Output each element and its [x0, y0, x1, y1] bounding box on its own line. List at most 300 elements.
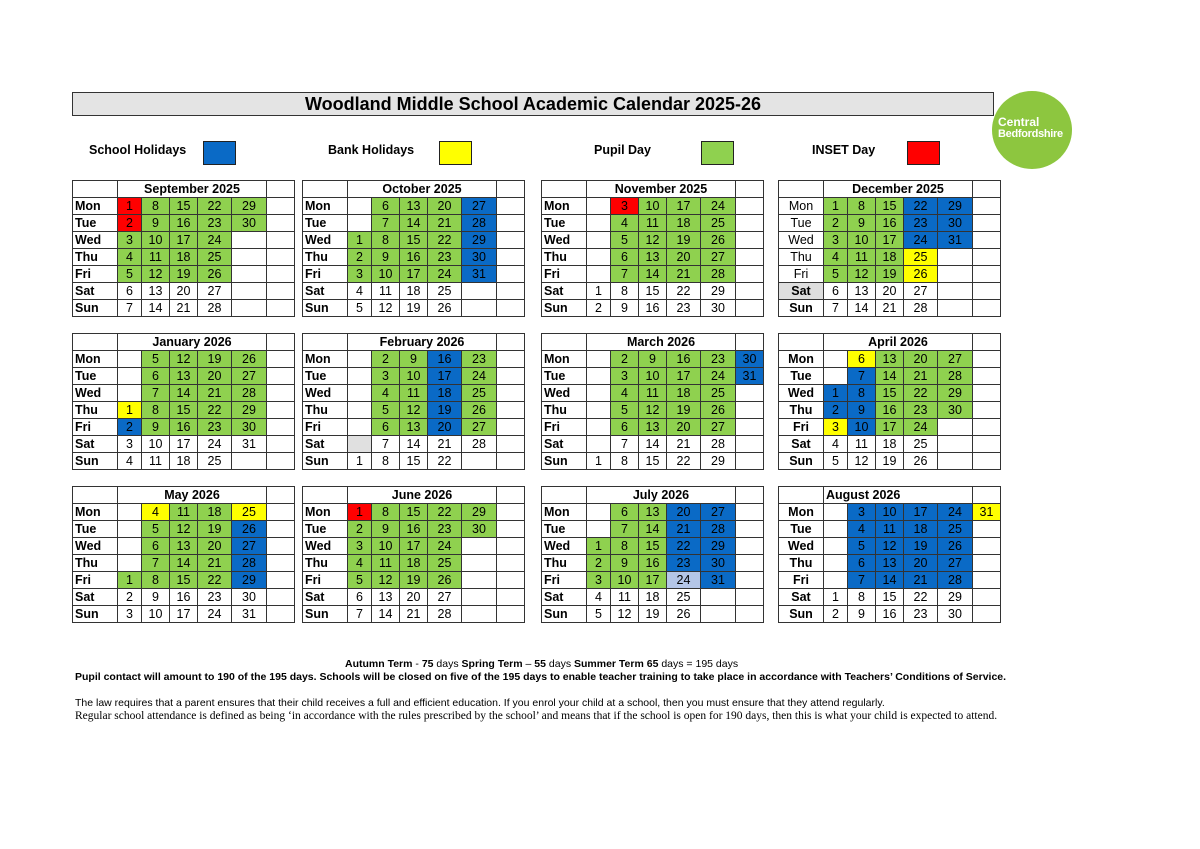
date-cell: 23	[904, 215, 938, 232]
date-cell: 28	[462, 436, 497, 453]
date-cell: 22	[428, 453, 462, 470]
date-cell: 4	[118, 453, 142, 470]
week-row	[779, 521, 1001, 538]
weekday-label: Wed	[779, 385, 824, 402]
date-cell: 19	[198, 351, 232, 368]
week-row	[542, 538, 764, 555]
week-row	[542, 453, 764, 470]
month-name: May 2026	[118, 487, 267, 504]
date-cell: 11	[142, 453, 170, 470]
date-cell: 22	[904, 198, 938, 215]
empty-cell	[938, 436, 973, 453]
date-cell: 19	[876, 266, 904, 283]
date-cell: 23	[904, 606, 938, 623]
weekday-label: Thu	[779, 249, 824, 266]
empty-cell	[973, 232, 1001, 249]
date-cell: 18	[667, 215, 701, 232]
date-cell: 5	[611, 232, 639, 249]
date-cell: 10	[639, 368, 667, 385]
date-cell: 8	[848, 589, 876, 606]
empty-cell	[118, 521, 142, 538]
date-cell: 6	[824, 283, 848, 300]
week-row	[303, 521, 525, 538]
weekday-label: Sun	[303, 453, 348, 470]
empty-cell	[497, 351, 525, 368]
empty-cell	[938, 249, 973, 266]
date-cell: 17	[876, 419, 904, 436]
empty-cell	[587, 419, 611, 436]
week-row	[303, 572, 525, 589]
date-cell: 10	[611, 572, 639, 589]
date-cell: 19	[667, 402, 701, 419]
empty-cell	[938, 283, 973, 300]
date-cell: 14	[639, 436, 667, 453]
date-cell: 14	[400, 436, 428, 453]
date-cell: 5	[142, 521, 170, 538]
weekday-label: Sun	[303, 606, 348, 623]
weekday-label: Fri	[542, 266, 587, 283]
date-cell: 7	[372, 215, 400, 232]
week-row	[303, 385, 525, 402]
date-cell: 29	[232, 572, 267, 589]
date-cell: 12	[170, 351, 198, 368]
month-name: December 2025	[824, 181, 973, 198]
week-row	[303, 249, 525, 266]
empty-cell	[938, 453, 973, 470]
week-row	[73, 266, 295, 283]
date-cell: 7	[611, 521, 639, 538]
empty-cell	[118, 538, 142, 555]
weekday-label: Wed	[542, 385, 587, 402]
weekday-label: Fri	[73, 419, 118, 436]
weekday-label: Mon	[303, 351, 348, 368]
empty-cell	[736, 300, 764, 317]
week-row	[779, 283, 1001, 300]
date-cell: 18	[667, 385, 701, 402]
empty-cell	[973, 198, 1001, 215]
date-cell: 27	[198, 283, 232, 300]
weekday-label: Mon	[73, 198, 118, 215]
date-cell: 3	[118, 232, 142, 249]
date-cell: 20	[667, 419, 701, 436]
empty-cell	[497, 606, 525, 623]
date-cell: 13	[400, 198, 428, 215]
date-cell: 1	[587, 453, 611, 470]
week-row	[542, 300, 764, 317]
empty-cell	[973, 419, 1001, 436]
empty-cell	[973, 402, 1001, 419]
week-row	[73, 538, 295, 555]
weekday-label: Fri	[303, 266, 348, 283]
week-row	[779, 266, 1001, 283]
empty-cell	[973, 521, 1001, 538]
date-cell: 16	[876, 215, 904, 232]
date-cell: 15	[170, 198, 198, 215]
empty-cell	[497, 572, 525, 589]
empty-cell	[267, 283, 295, 300]
date-cell: 3	[824, 232, 848, 249]
date-cell: 4	[348, 555, 372, 572]
term-days-1: days	[433, 658, 462, 670]
empty-cell	[497, 368, 525, 385]
empty-cell	[587, 266, 611, 283]
week-row	[303, 283, 525, 300]
date-cell: 25	[701, 215, 736, 232]
date-cell: 8	[142, 402, 170, 419]
date-cell: 11	[142, 249, 170, 266]
date-cell: 15	[876, 198, 904, 215]
date-cell: 19	[667, 232, 701, 249]
date-cell: 27	[462, 198, 497, 215]
date-cell: 18	[428, 385, 462, 402]
date-cell: 30	[701, 300, 736, 317]
date-cell: 30	[736, 351, 764, 368]
week-row	[73, 283, 295, 300]
date-cell: 6	[348, 589, 372, 606]
date-cell: 11	[372, 283, 400, 300]
empty-cell	[118, 385, 142, 402]
week-row	[779, 572, 1001, 589]
empty-cell	[938, 300, 973, 317]
month-header-blank	[73, 334, 118, 351]
empty-cell	[736, 198, 764, 215]
logo-line-2: Bedfordshire	[998, 128, 1063, 140]
week-row	[779, 606, 1001, 623]
date-cell: 26	[938, 538, 973, 555]
date-cell: 4	[142, 504, 170, 521]
date-cell: 30	[462, 521, 497, 538]
date-cell: 24	[701, 368, 736, 385]
date-cell: 18	[198, 504, 232, 521]
date-cell: 9	[372, 521, 400, 538]
date-cell: 24	[701, 198, 736, 215]
date-cell: 1	[348, 504, 372, 521]
date-cell: 7	[824, 300, 848, 317]
empty-cell	[587, 198, 611, 215]
term-sep-2: –	[522, 658, 535, 670]
weekday-label: Fri	[779, 572, 824, 589]
weekday-label: Sat	[303, 436, 348, 453]
legend-pupil-day-swatch	[701, 141, 734, 165]
date-cell: 30	[938, 402, 973, 419]
week-row	[779, 436, 1001, 453]
weekday-label: Sun	[73, 300, 118, 317]
empty-cell	[462, 589, 497, 606]
empty-cell	[497, 283, 525, 300]
week-row	[779, 402, 1001, 419]
date-cell: 15	[170, 402, 198, 419]
empty-cell	[232, 232, 267, 249]
term-autumn-label: Autumn Term	[345, 658, 413, 670]
date-cell: 2	[587, 300, 611, 317]
date-cell: 16	[400, 249, 428, 266]
date-cell: 22	[667, 538, 701, 555]
empty-cell	[497, 249, 525, 266]
date-cell: 26	[232, 521, 267, 538]
date-cell: 16	[170, 589, 198, 606]
date-cell: 22	[904, 385, 938, 402]
date-cell: 11	[170, 504, 198, 521]
week-row	[542, 419, 764, 436]
law-note: The law requires that a parent ensures that their child receives a full and efficient education. If you enrol your child at a school, then you must ensure that they attend regularly.	[75, 697, 885, 709]
date-cell: 10	[400, 368, 428, 385]
month-name: August 2026	[824, 487, 973, 504]
week-row	[73, 521, 295, 538]
date-cell: 4	[824, 436, 848, 453]
week-row	[303, 589, 525, 606]
empty-cell	[938, 419, 973, 436]
date-cell: 22	[428, 232, 462, 249]
empty-cell	[462, 453, 497, 470]
date-cell: 9	[639, 351, 667, 368]
date-cell: 8	[372, 232, 400, 249]
empty-cell	[587, 215, 611, 232]
empty-cell	[701, 589, 736, 606]
weekday-label: Thu	[779, 402, 824, 419]
weekday-label: Wed	[303, 538, 348, 555]
date-cell: 26	[701, 232, 736, 249]
empty-cell	[267, 266, 295, 283]
date-cell: 21	[400, 606, 428, 623]
date-cell: 29	[232, 198, 267, 215]
week-row	[303, 436, 525, 453]
date-cell: 11	[639, 385, 667, 402]
date-cell: 9	[611, 300, 639, 317]
date-cell: 2	[118, 589, 142, 606]
week-row	[73, 402, 295, 419]
month-name: June 2026	[348, 487, 497, 504]
month-name: October 2025	[348, 181, 497, 198]
date-cell: 10	[848, 419, 876, 436]
date-cell: 29	[701, 453, 736, 470]
date-cell: 4	[824, 249, 848, 266]
date-cell: 28	[701, 521, 736, 538]
date-cell: 1	[348, 453, 372, 470]
date-cell: 11	[848, 249, 876, 266]
date-cell: 29	[701, 538, 736, 555]
date-cell: 17	[667, 198, 701, 215]
date-cell: 23	[428, 249, 462, 266]
date-cell: 26	[904, 266, 938, 283]
date-cell: 13	[639, 419, 667, 436]
date-cell: 6	[611, 419, 639, 436]
empty-cell	[118, 351, 142, 368]
date-cell: 31	[938, 232, 973, 249]
week-row	[779, 300, 1001, 317]
date-cell: 12	[639, 402, 667, 419]
week-row	[73, 385, 295, 402]
weekday-label: Sat	[73, 589, 118, 606]
empty-cell	[973, 215, 1001, 232]
date-cell: 27	[462, 419, 497, 436]
week-row	[542, 266, 764, 283]
date-cell: 20	[904, 351, 938, 368]
empty-cell	[497, 436, 525, 453]
empty-cell	[497, 555, 525, 572]
week-row	[73, 555, 295, 572]
weekday-label: Sun	[73, 453, 118, 470]
weekday-label: Mon	[73, 351, 118, 368]
date-cell: 20	[428, 419, 462, 436]
date-cell: 27	[232, 368, 267, 385]
empty-cell	[824, 351, 848, 368]
week-row	[542, 283, 764, 300]
week-row	[73, 436, 295, 453]
week-row	[779, 368, 1001, 385]
empty-cell	[462, 300, 497, 317]
date-cell: 11	[639, 215, 667, 232]
empty-cell	[348, 419, 372, 436]
weekday-label: Sun	[542, 453, 587, 470]
date-cell: 4	[118, 249, 142, 266]
date-cell: 31	[232, 436, 267, 453]
weekday-label: Fri	[73, 572, 118, 589]
date-cell: 9	[848, 402, 876, 419]
date-cell: 3	[118, 436, 142, 453]
date-cell: 9	[142, 215, 170, 232]
date-cell: 3	[372, 368, 400, 385]
empty-cell	[497, 504, 525, 521]
date-cell: 9	[372, 249, 400, 266]
weekday-label: Thu	[303, 249, 348, 266]
date-cell: 2	[824, 402, 848, 419]
date-cell: 17	[428, 368, 462, 385]
date-cell: 26	[667, 606, 701, 623]
date-cell: 15	[639, 538, 667, 555]
date-cell: 8	[611, 538, 639, 555]
date-cell: 16	[639, 300, 667, 317]
weekday-label: Tue	[303, 521, 348, 538]
empty-cell	[736, 521, 764, 538]
empty-cell	[824, 368, 848, 385]
weekday-label: Mon	[779, 351, 824, 368]
week-row	[303, 215, 525, 232]
date-cell: 24	[462, 368, 497, 385]
weekday-label: Tue	[779, 521, 824, 538]
date-cell: 14	[876, 368, 904, 385]
month-name: September 2025	[118, 181, 267, 198]
date-cell: 24	[198, 232, 232, 249]
weekday-label: Thu	[73, 402, 118, 419]
empty-cell	[497, 402, 525, 419]
empty-cell	[736, 572, 764, 589]
month-march-2026	[541, 333, 764, 470]
empty-cell	[348, 198, 372, 215]
date-cell: 5	[587, 606, 611, 623]
date-cell: 17	[170, 436, 198, 453]
weekday-label: Sun	[779, 606, 824, 623]
date-cell: 27	[938, 555, 973, 572]
month-may-2026	[72, 486, 295, 623]
date-cell: 2	[118, 419, 142, 436]
date-cell: 16	[400, 521, 428, 538]
date-cell: 5	[348, 572, 372, 589]
weekday-label: Mon	[542, 198, 587, 215]
empty-cell	[973, 589, 1001, 606]
weekday-label: Mon	[779, 504, 824, 521]
date-cell: 10	[142, 606, 170, 623]
date-cell: 18	[170, 453, 198, 470]
date-cell: 21	[170, 300, 198, 317]
date-cell: 16	[639, 555, 667, 572]
date-cell: 24	[428, 538, 462, 555]
date-cell: 23	[198, 215, 232, 232]
date-cell: 12	[876, 538, 904, 555]
empty-cell	[587, 402, 611, 419]
date-cell: 23	[667, 300, 701, 317]
weekday-label: Tue	[303, 215, 348, 232]
weekday-label: Sun	[542, 300, 587, 317]
weekday-label: Tue	[542, 215, 587, 232]
date-cell: 16	[876, 402, 904, 419]
month-header-blank	[736, 181, 764, 198]
week-row	[779, 538, 1001, 555]
date-cell: 16	[170, 419, 198, 436]
date-cell: 14	[848, 300, 876, 317]
empty-cell	[973, 283, 1001, 300]
weekday-label: Mon	[73, 504, 118, 521]
week-row	[303, 419, 525, 436]
weekday-label: Sat	[779, 283, 824, 300]
empty-cell	[736, 385, 764, 402]
empty-cell	[497, 521, 525, 538]
date-cell: 26	[701, 402, 736, 419]
empty-cell	[973, 436, 1001, 453]
date-cell: 19	[904, 538, 938, 555]
month-october-2025	[302, 180, 525, 317]
legend-inset-day-swatch	[907, 141, 940, 165]
week-row	[73, 419, 295, 436]
week-row	[779, 453, 1001, 470]
empty-cell	[973, 351, 1001, 368]
weekday-label: Sun	[779, 300, 824, 317]
empty-cell	[587, 249, 611, 266]
term-total: days = 195 days	[658, 658, 739, 670]
date-cell: 15	[400, 504, 428, 521]
date-cell: 1	[118, 402, 142, 419]
date-cell: 21	[876, 300, 904, 317]
month-header-blank	[497, 487, 525, 504]
legend-bank-holidays-swatch	[439, 141, 472, 165]
week-row	[73, 572, 295, 589]
date-cell: 10	[876, 504, 904, 521]
date-cell: 30	[938, 606, 973, 623]
month-september-2025	[72, 180, 295, 317]
date-cell: 25	[701, 385, 736, 402]
date-cell: 27	[701, 249, 736, 266]
legend-inset-day-label: INSET Day	[812, 143, 876, 157]
week-row	[542, 402, 764, 419]
month-header-blank	[973, 487, 1001, 504]
week-row	[779, 351, 1001, 368]
empty-cell	[736, 249, 764, 266]
date-cell: 18	[639, 589, 667, 606]
date-cell: 12	[142, 266, 170, 283]
week-row	[779, 249, 1001, 266]
empty-cell	[267, 521, 295, 538]
date-cell: 9	[848, 215, 876, 232]
month-name: February 2026	[348, 334, 497, 351]
date-cell: 21	[198, 555, 232, 572]
date-cell: 28	[232, 555, 267, 572]
empty-cell	[267, 538, 295, 555]
date-cell: 13	[142, 283, 170, 300]
date-cell: 7	[142, 385, 170, 402]
empty-cell	[736, 232, 764, 249]
date-cell: 24	[938, 504, 973, 521]
weekday-label: Tue	[542, 521, 587, 538]
date-cell: 3	[587, 572, 611, 589]
